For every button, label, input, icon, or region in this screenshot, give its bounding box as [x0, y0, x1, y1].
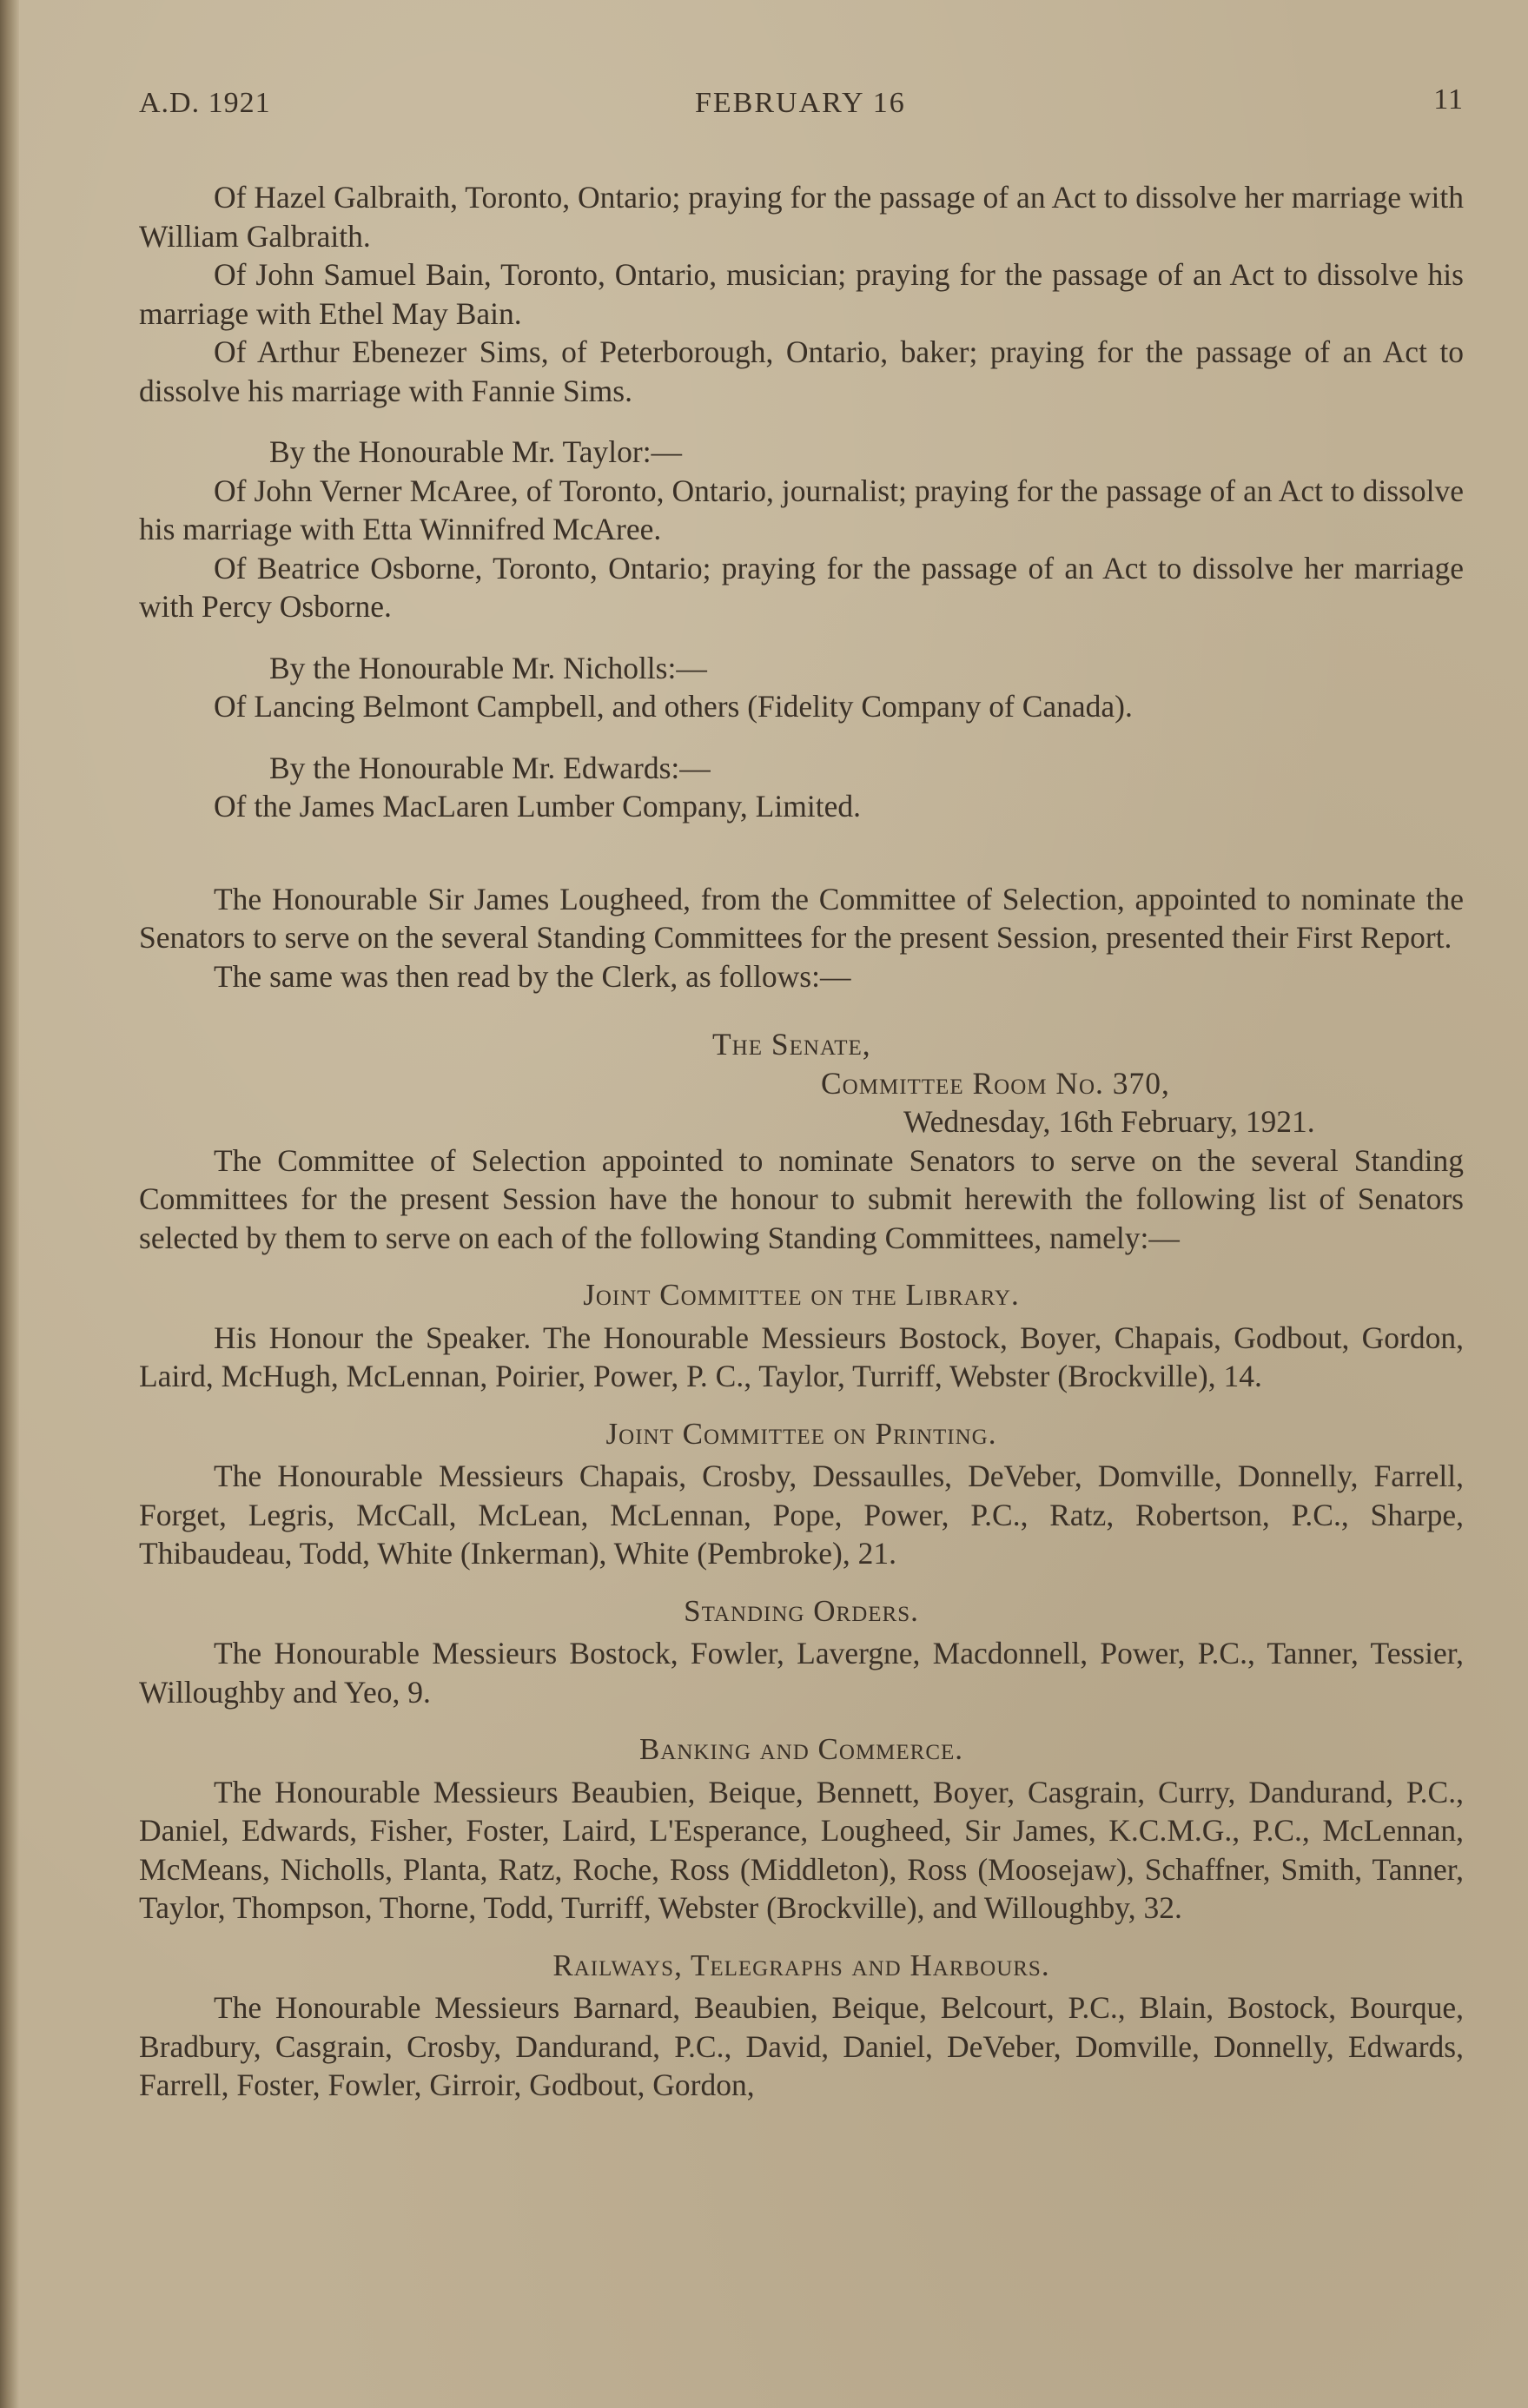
header-year: A.D. 1921	[139, 87, 271, 119]
petition-paragraph: Of Lancing Belmont Campbell, and others (Fidelity Company of Canada).	[214, 689, 1133, 724]
petition-paragraph: Of John Samuel Bain, Toronto, Ontario, musician; praying for the passage of an Act to dissolve his marriage with Ethel May Bain.	[139, 257, 1464, 331]
header-date: FEBRUARY 16	[695, 87, 906, 119]
presenter-line: By the Honourable Mr. Taylor:—	[269, 434, 683, 469]
report-body-paragraph: The Committee of Selection appointed to nominate Senators to serve on the several Standing Committees for the present Session have the honour to submit herewith the following list of Senators selected by them to serve on each of the following Standing Committees, namely:—	[139, 1142, 1464, 1255]
address-room: Committee Room No. 370,	[821, 1065, 1170, 1101]
committee-heading: Standing Orders.	[684, 1593, 919, 1628]
book-binding-edge	[0, 0, 19, 2408]
committee-members: The Honourable Messieurs Beaubien, Beique, Bennett, Boyer, Casgrain, Curry, Dandurand, P.C., Daniel, Edwards, Fisher, Foster, Laird, L'Esperance, Lougheed, Sir James, K.C.M.G., P.C., McLennan, McMeans, Nicholls, Planta, Ratz, Roche, Ross (Middleton), Ross (Moosejaw), Schaffner, Smith, Tanner, Taylor, Thompson, Thorne, Todd, Turriff, Webster (Brockville), and Willoughby, 32.	[139, 1774, 1464, 1925]
running-header	[139, 83, 1464, 130]
petition-paragraph: Of Arthur Ebenezer Sims, of Peterborough, Ontario, baker; praying for the passage of an Act to dissolve his marriage with Fannie Sims.	[139, 334, 1464, 408]
petition-paragraph: Of John Verner McAree, of Toronto, Ontario, journalist; praying for the passage of an Act to dissolve his marriage with Etta Winnifred McAree.	[139, 473, 1464, 546]
presenter-line: By the Honourable Mr. Nicholls:—	[269, 650, 707, 685]
committee-members: The Honourable Messieurs Barnard, Beaubien, Beique, Belcourt, P.C., Blain, Bostock, Bourque, Bradbury, Casgrain, Crosby, Dandurand, P.C., David, Daniel, DeVeber, Domville, Donnelly, Edwards, Farrell, Foster, Fowler, Girroir, Godbout, Gordon,	[139, 1990, 1464, 2102]
page-number: 11	[1433, 83, 1464, 116]
petition-paragraph: Of Beatrice Osborne, Toronto, Ontario; praying for the passage of an Act to dissolve her marriage with Percy Osborne.	[139, 550, 1464, 624]
address-senate: The Senate,	[712, 1027, 871, 1062]
committee-members: The Honourable Messieurs Chapais, Crosby, Dessaulles, DeVeber, Domville, Donnelly, Farrell, Forget, Legris, McCall, McLean, McLennan, Pope, Power, P.C., Ratz, Robertson, P.C., Sharpe, Thibaudeau, Todd, White (Inkerman), White (Pembroke), 21.	[139, 1459, 1464, 1571]
petition-paragraph: Of the James MacLaren Lumber Company, Limited.	[214, 789, 861, 824]
read-line: The same was then read by the Clerk, as follows:—	[214, 958, 851, 994]
committee-heading: Railways, Telegraphs and Harbours.	[552, 1948, 1050, 1982]
committee-heading: Joint Committee on Printing.	[605, 1416, 997, 1451]
presenter-line: By the Honourable Mr. Edwards:—	[269, 750, 711, 785]
committee-heading: Joint Committee on the Library.	[583, 1278, 1020, 1312]
report-intro-paragraph: The Honourable Sir James Lougheed, from the Committee of Selection, appointed to nominate the Senators to serve on the several Standing Committees for the present Session, presented their First Report.	[139, 881, 1464, 955]
committee-heading: Banking and Commerce.	[638, 1732, 964, 1766]
address-date: Wednesday, 16th February, 1921.	[903, 1104, 1315, 1139]
page-body	[139, 178, 1464, 2105]
petition-paragraph: Of Hazel Galbraith, Toronto, Ontario; praying for the passage of an Act to dissolve her marriage with William Galbraith.	[139, 180, 1464, 254]
committee-members: His Honour the Speaker. The Honourable Messieurs Bostock, Boyer, Chapais, Godbout, Gordon, Laird, McHugh, McLennan, Poirier, Power, P. C., Taylor, Turriff, Webster (Brockville), 14.	[139, 1320, 1464, 1393]
committee-members: The Honourable Messieurs Bostock, Fowler, Lavergne, Macdonnell, Power, P.C., Tanner, Tessier, Willoughby and Yeo, 9.	[139, 1636, 1464, 1710]
